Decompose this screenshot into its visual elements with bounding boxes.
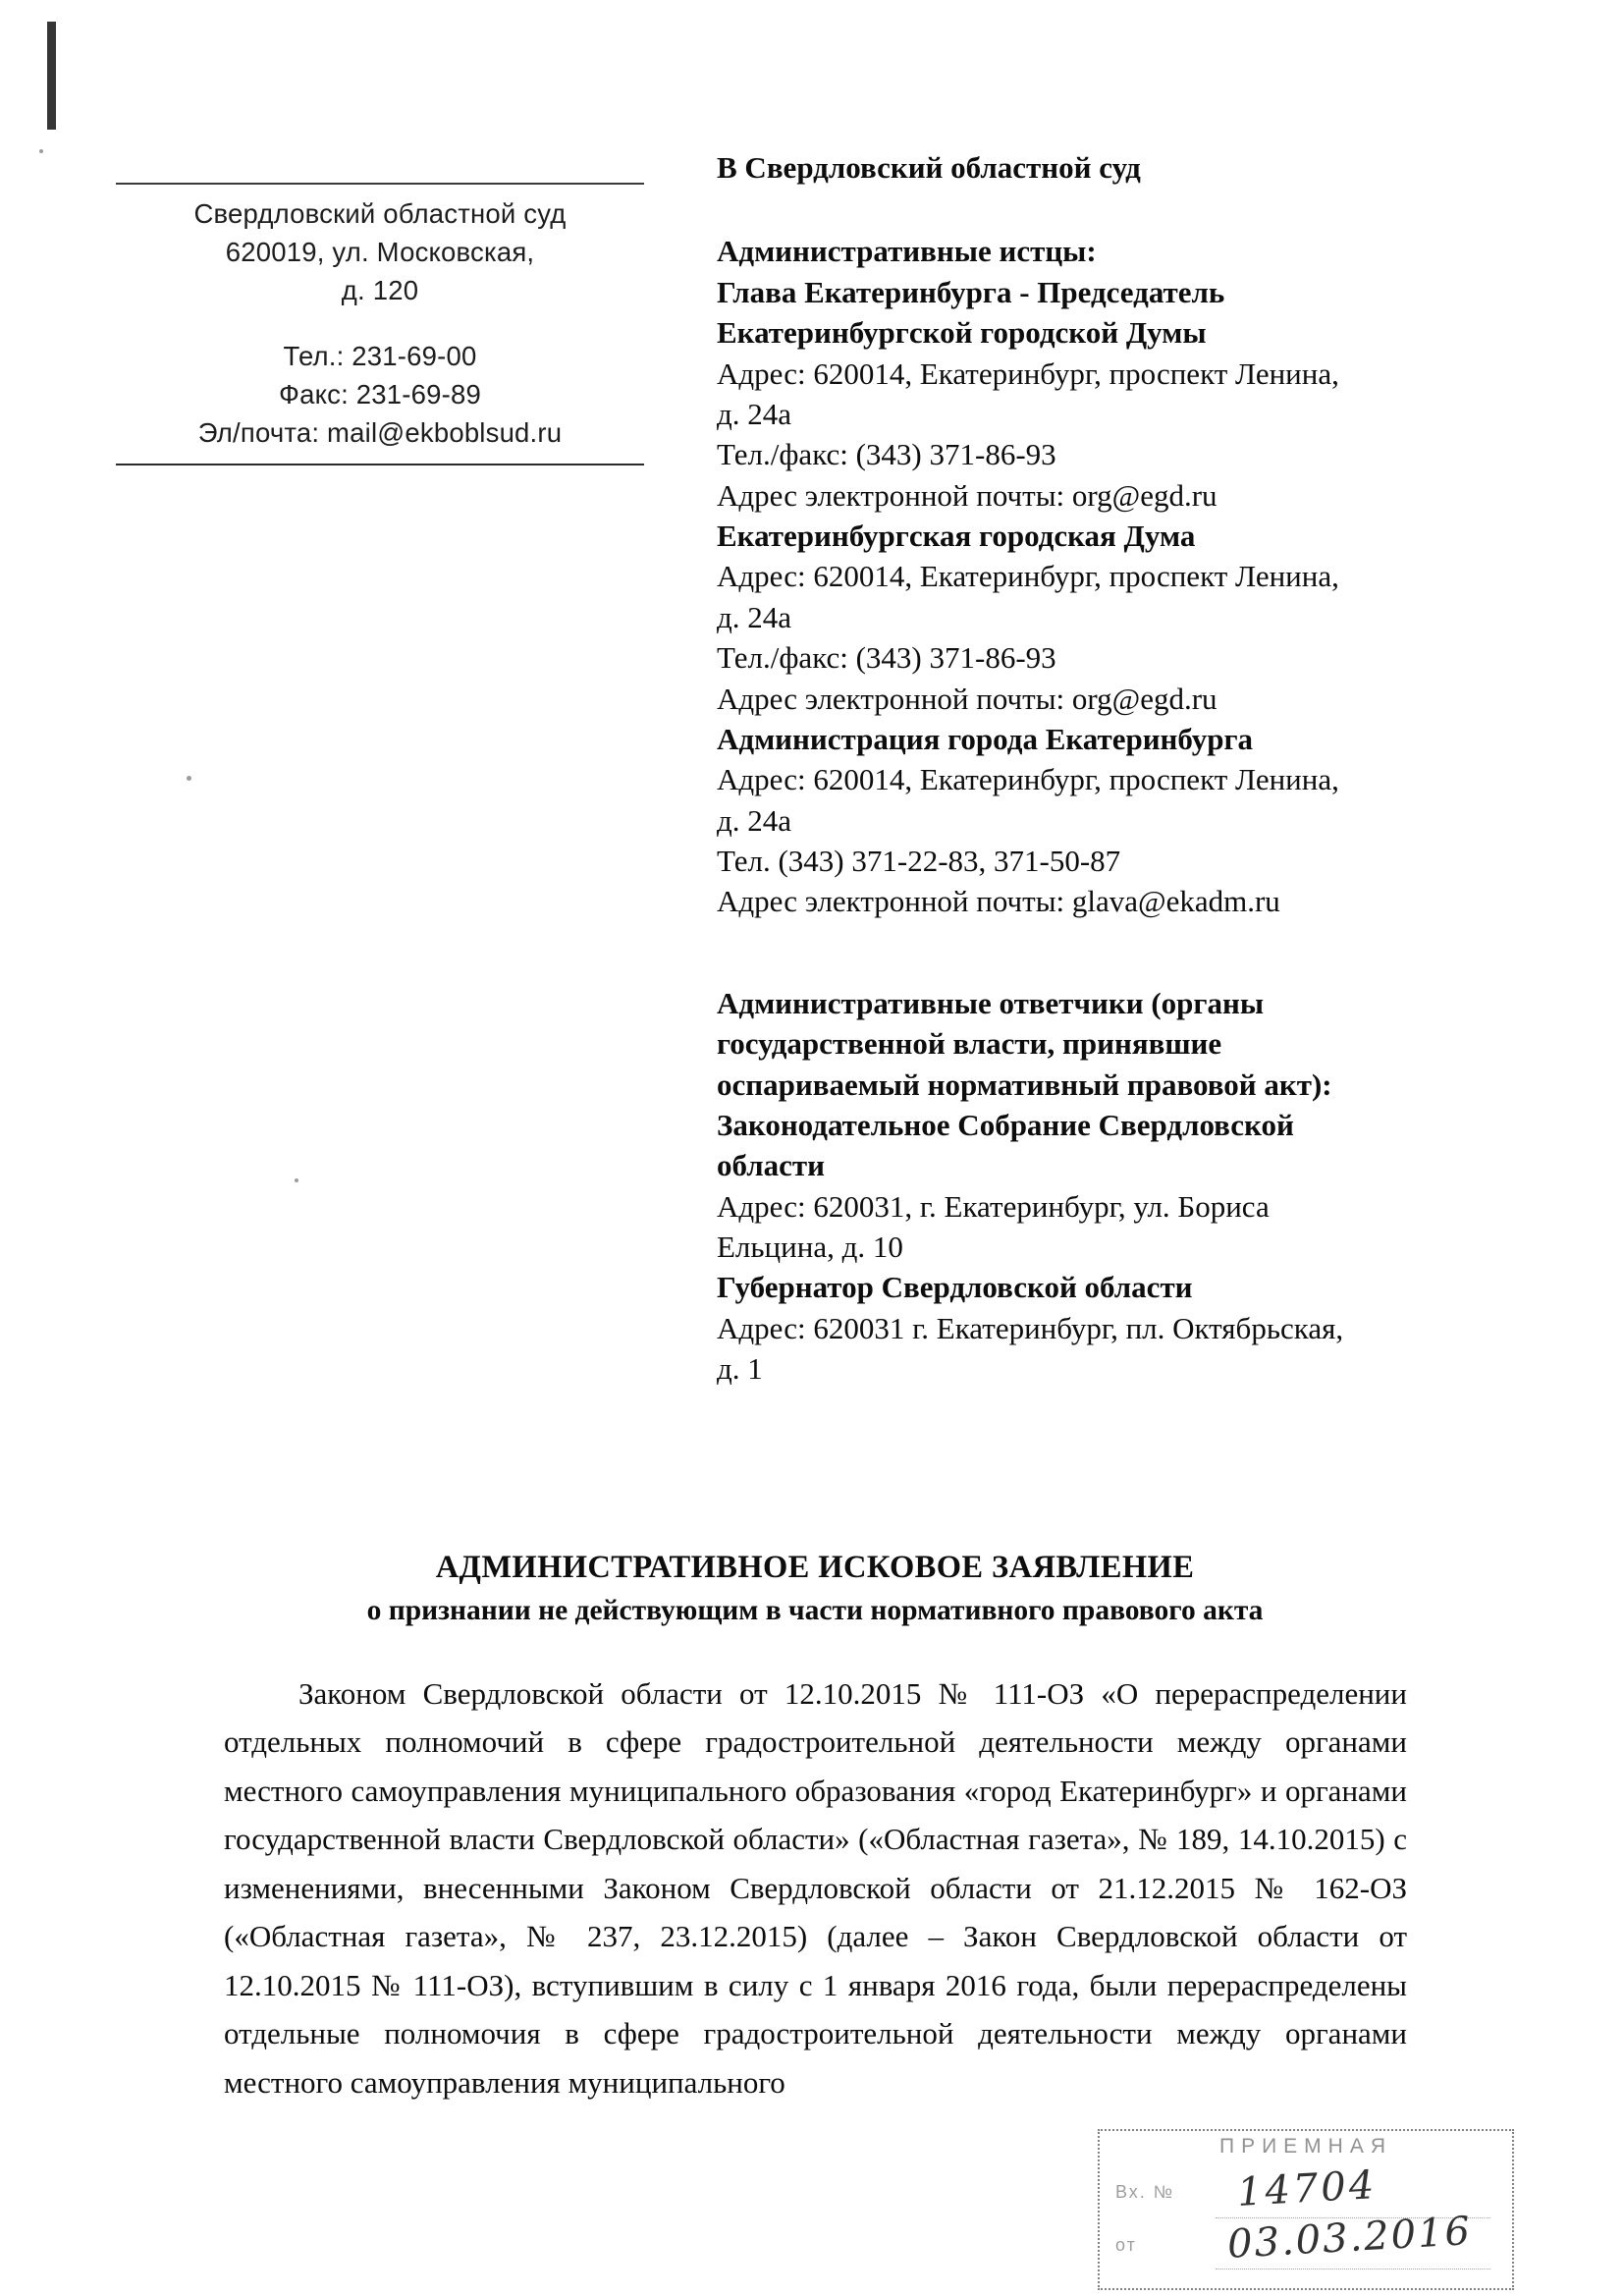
scan-speck bbox=[187, 776, 191, 781]
respondent2-address-line1: Адрес: 620031 г. Екатеринбург, пл. Октябрьская, bbox=[717, 1310, 1344, 1345]
scan-artifact-bar bbox=[47, 22, 56, 130]
plaintiff3-phone: Тел. (343) 371-22-83, 371-50-87 bbox=[717, 844, 1121, 878]
plaintiff2-email: Адрес электронной почты: org@egd.ru bbox=[717, 681, 1217, 716]
reception-stamp-date-label: от bbox=[1115, 2235, 1137, 2255]
plaintiff3-address-line1: Адрес: 620014, Екатеринбург, проспект Ленина, bbox=[717, 762, 1339, 797]
page-subtitle: о признании не действующим в части нормативного правового акта bbox=[366, 1595, 1264, 1626]
respondent1-name-line2: области bbox=[717, 1148, 825, 1183]
respondents-heading-line3: оспариваемый нормативный правовой акт): bbox=[717, 1066, 1332, 1102]
court-letterhead bbox=[116, 183, 644, 465]
addressee-block bbox=[717, 147, 1502, 1390]
reception-stamp-date-value: 03.03.2016 bbox=[1225, 2209, 1474, 2268]
letterhead-address-line2: д. 120 bbox=[341, 275, 419, 306]
letterhead-organization: Свердловский областной суд bbox=[193, 198, 567, 229]
letterhead-fax: Факс: 231-69-89 bbox=[279, 379, 481, 410]
reception-stamp bbox=[1098, 2129, 1514, 2290]
body-paragraph: Законом Свердловской области от 12.10.2015 № 111-ОЗ «О перераспределении отдельных полномочий в сфере градостроительной деятельности между органами местного самоуправления муниципального образования «город Екатеринбург» и органами государственной власти Свердловской области» («Областная газета», № 189, 14.10.2015) с изменениями, внесенными Законом Свердловской области от 21.12.2015 № 162-ОЗ («Областная газета», № 237, 23.12.2015) (далее – Закон Свердловской области от 12.10.2015 № 111-ОЗ), вступившим в силу с 1 января 2016 года, были перераспределены отдельные полномочия в сфере градостроительной деятельности между органами местного самоуправления муниципального bbox=[224, 1676, 1407, 2100]
scan-speck bbox=[39, 149, 43, 153]
plaintiff2-address-line1: Адрес: 620014, Екатеринбург, проспект Ленина, bbox=[717, 559, 1339, 594]
plaintiff1-address-line1: Адрес: 620014, Екатеринбург, проспект Ленина, bbox=[717, 355, 1339, 391]
respondent2-address-line2: д. 1 bbox=[717, 1351, 763, 1387]
plaintiff1-phone: Тел./факс: (343) 371-86-93 bbox=[717, 437, 1056, 472]
plaintiff3-address-line2: д. 24а bbox=[717, 802, 792, 838]
addressee-court: В Свердловский областной суд bbox=[717, 150, 1141, 185]
respondent1-address-line2: Ельцина, д. 10 bbox=[717, 1230, 903, 1264]
letterhead-email: Эл/почта: mail@ekboblsud.ru bbox=[197, 417, 563, 449]
plaintiff1-address-line2: д. 24а bbox=[717, 396, 792, 431]
plaintiff2-address-line2: д. 24а bbox=[717, 599, 792, 634]
respondent2-name: Губернатор Свердловской области bbox=[717, 1270, 1193, 1305]
page-title: АДМИНИСТРАТИВНОЕ ИСКОВОЕ ЗАЯВЛЕНИЕ bbox=[435, 1550, 1195, 1585]
plaintiff3-name: Администрация города Екатеринбурга bbox=[717, 721, 1254, 756]
reception-stamp-number-label: Вх. № bbox=[1115, 2182, 1175, 2202]
respondents-heading-line1: Административные ответчики (органы bbox=[717, 985, 1265, 1020]
plaintiff1-name-line2: Екатеринбургской городской Думы bbox=[717, 315, 1207, 351]
addressee-spacer bbox=[717, 188, 1502, 231]
respondents-heading-line2: государственной власти, принявшие bbox=[717, 1026, 1222, 1062]
plaintiffs-heading: Административные истцы: bbox=[717, 234, 1097, 269]
plaintiff2-name: Екатеринбургская городская Дума bbox=[717, 519, 1196, 553]
addressee-spacer bbox=[717, 922, 1502, 983]
reception-stamp-number-value: 14704 bbox=[1235, 2162, 1379, 2215]
letterhead-phone: Тел.: 231-69-00 bbox=[283, 341, 477, 372]
plaintiff1-email: Адрес электронной почты: org@egd.ru bbox=[717, 477, 1217, 513]
plaintiff2-phone: Тел./факс: (343) 371-86-93 bbox=[717, 640, 1056, 676]
respondent1-name-line1: Законодательное Собрание Свердловской bbox=[717, 1107, 1294, 1142]
respondent1-address-line1: Адрес: 620031, г. Екатеринбург, ул. Бориса bbox=[717, 1188, 1270, 1224]
letterhead-address-line1: 620019, ул. Московская, bbox=[225, 237, 535, 268]
plaintiff3-email: Адрес электронной почты: glava@ekadm.ru bbox=[717, 884, 1280, 919]
reception-stamp-title: ПРИЕМНАЯ bbox=[1218, 2135, 1393, 2158]
plaintiff1-name-line1: Глава Екатеринбурга - Председатель bbox=[717, 274, 1225, 309]
scan-speck bbox=[295, 1178, 298, 1182]
letterhead-spacer bbox=[116, 309, 644, 337]
